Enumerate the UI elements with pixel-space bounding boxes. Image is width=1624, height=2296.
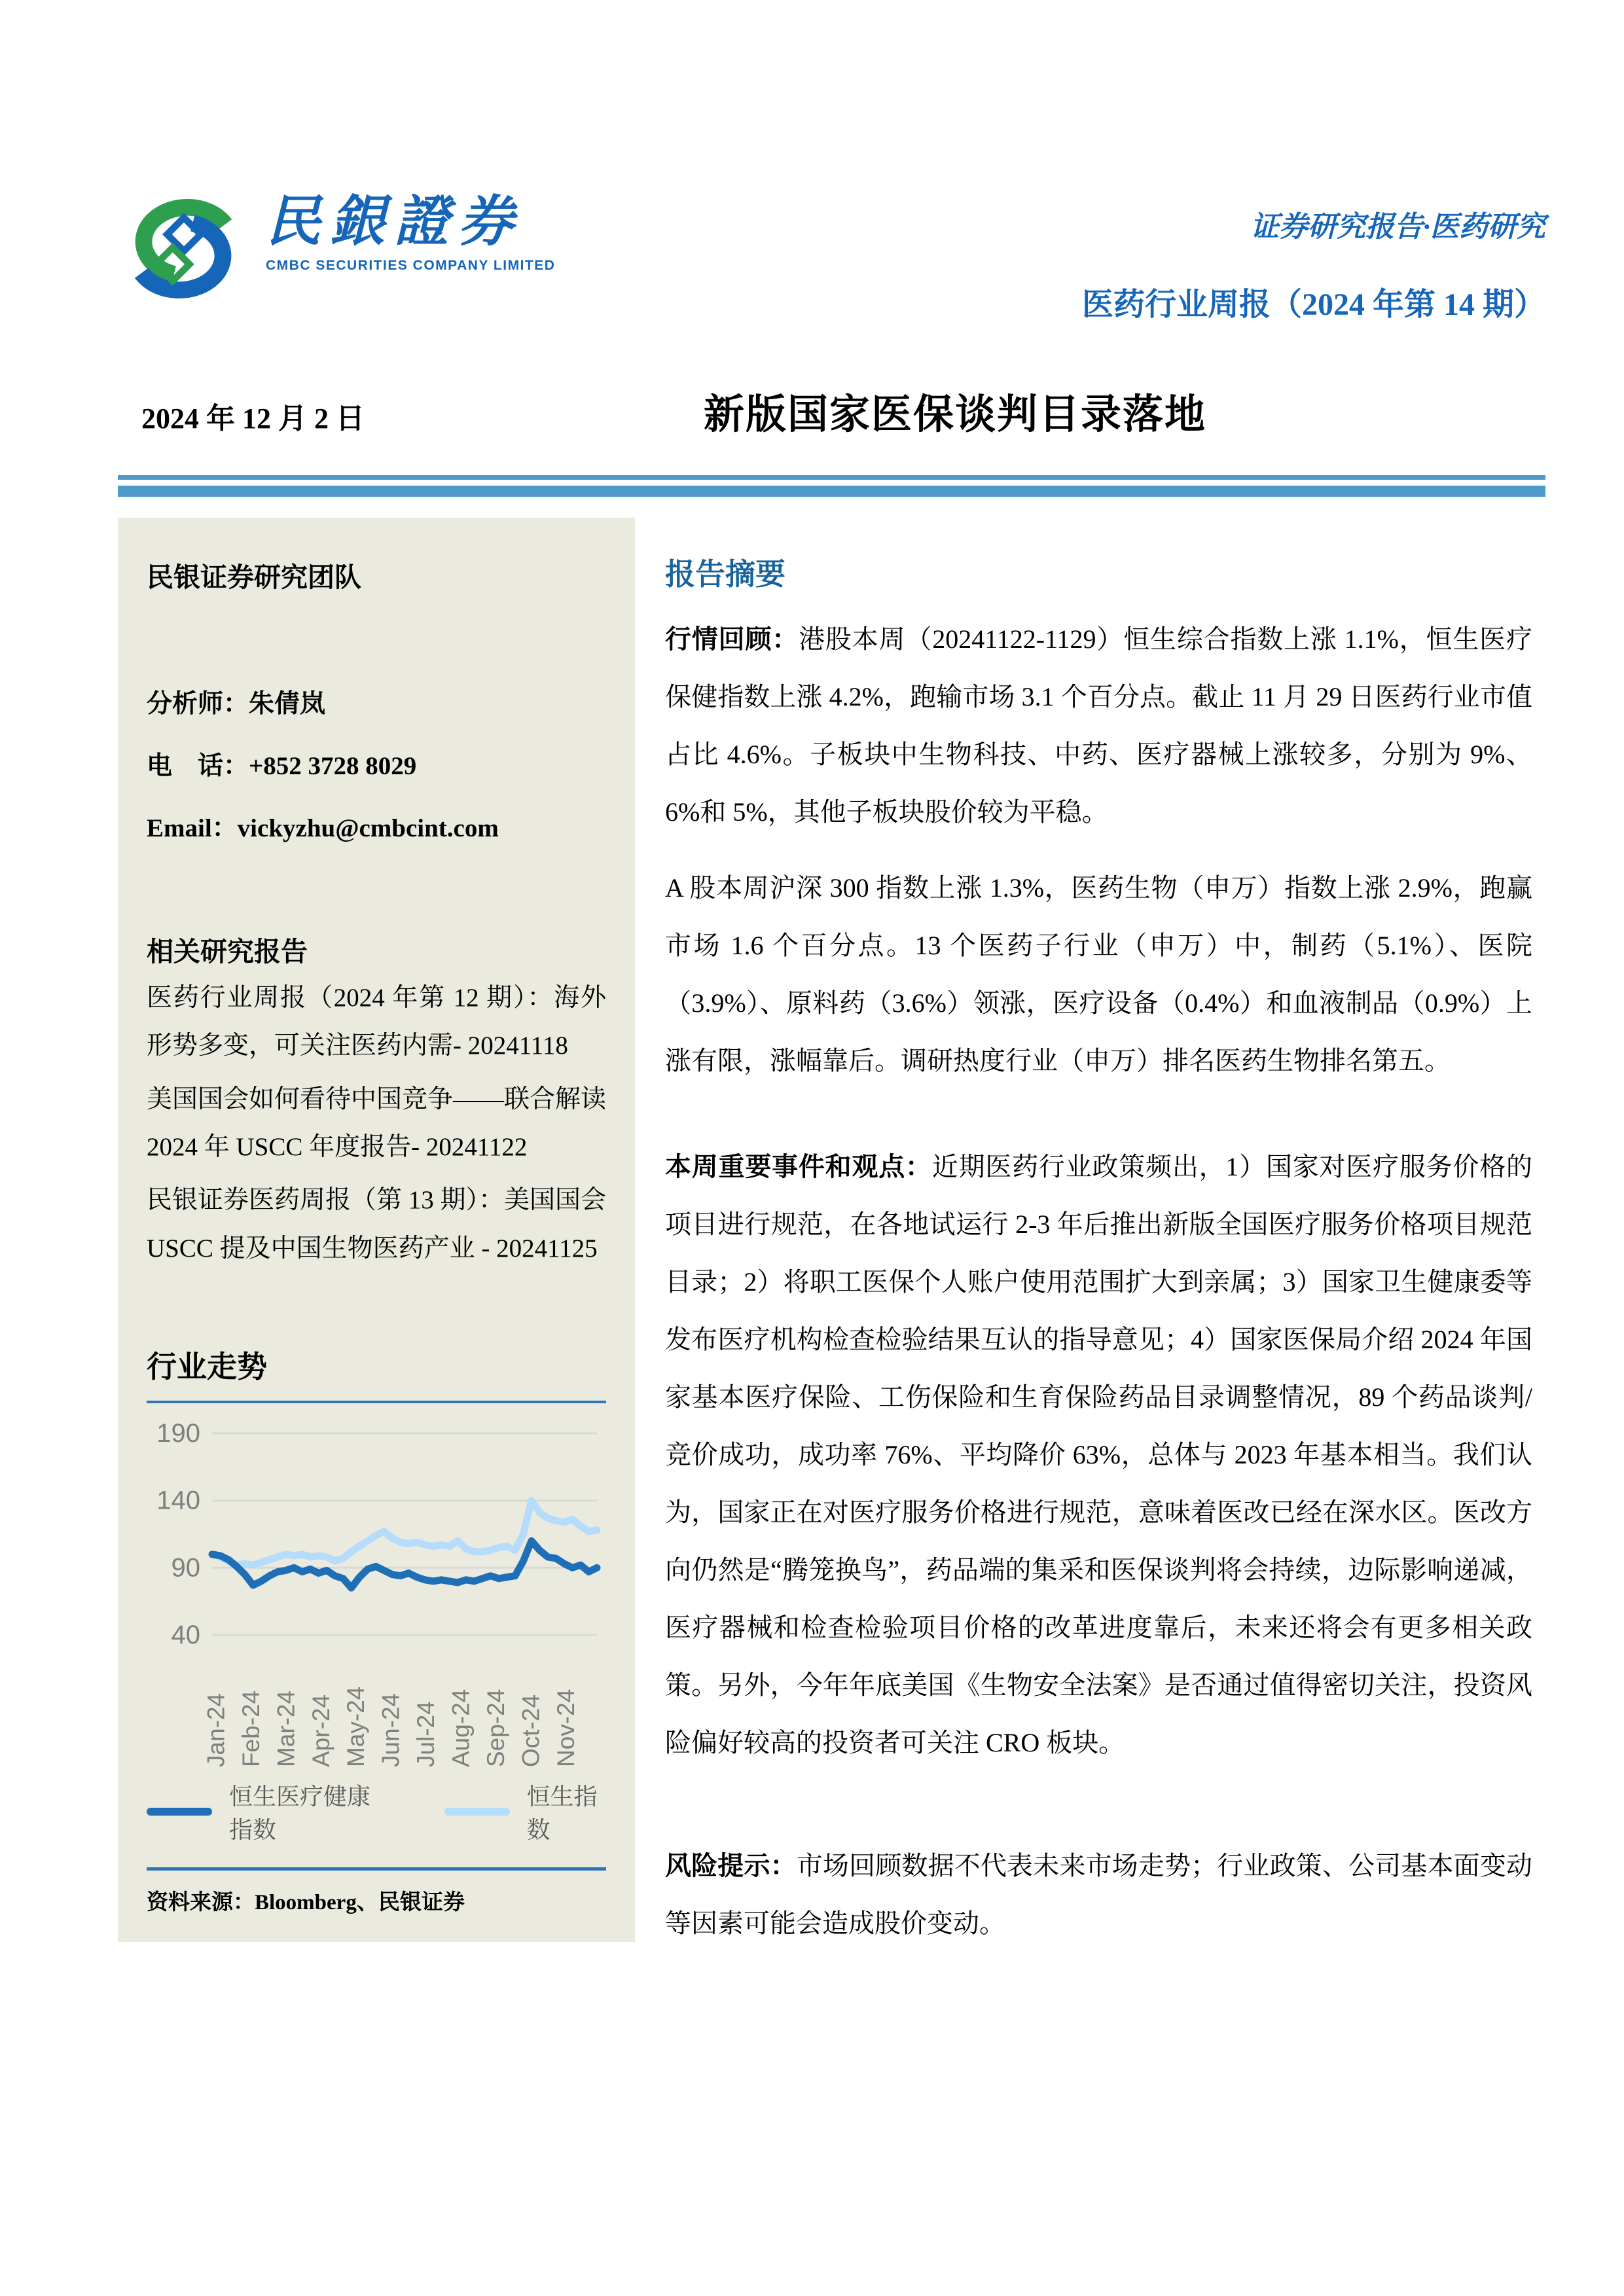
logo-s-mark-icon bbox=[118, 194, 249, 307]
title-row bbox=[118, 382, 1545, 440]
a-share-review-paragraph bbox=[665, 859, 1532, 1090]
market-review-label: 行情回顾： bbox=[665, 624, 799, 654]
svg-text:40: 40 bbox=[171, 1620, 200, 1649]
company-logo bbox=[118, 194, 555, 307]
svg-text:Oct-24: Oct-24 bbox=[517, 1694, 545, 1767]
related-report-item: 医药行业周报（2024 年第 12 期）：海外形势多变，可关注医药内需- 20241118 bbox=[147, 984, 606, 1060]
svg-text:190: 190 bbox=[156, 1420, 200, 1448]
legend-label-healthcare-index: 恒生医疗健康指数 bbox=[229, 1783, 371, 1843]
header-issue: 医药行业周报（2024 年第 14 期） bbox=[1081, 287, 1545, 322]
svg-text:Jul-24: Jul-24 bbox=[412, 1701, 440, 1767]
svg-text:Jan-24: Jan-24 bbox=[202, 1693, 230, 1767]
analyst-contact-block bbox=[147, 691, 606, 841]
legend-marker-healthcare-index bbox=[147, 1808, 212, 1816]
svg-text:May-24: May-24 bbox=[342, 1686, 370, 1767]
analyst-name: 分析师：朱倩岚 bbox=[147, 690, 326, 718]
industry-trend-heading: 行业走势 bbox=[147, 1343, 606, 1403]
legend-marker-hangseng-index bbox=[444, 1808, 510, 1816]
logo-name-en: CMBC SECURITIES COMPANY LIMITED bbox=[266, 258, 556, 274]
svg-text:Apr-24: Apr-24 bbox=[307, 1694, 334, 1767]
weekly-events-paragraph bbox=[665, 1138, 1532, 1772]
header-meta bbox=[1082, 194, 1545, 324]
report-title: 新版国家医保谈判目录落地 bbox=[703, 393, 1206, 437]
market-review-paragraph bbox=[665, 611, 1532, 841]
analyst-phone: 电 话：+852 3728 8029 bbox=[147, 752, 417, 780]
svg-text:Aug-24: Aug-24 bbox=[447, 1689, 475, 1767]
legend-label-hangseng-index: 恒生指数 bbox=[526, 1783, 598, 1843]
report-date: 2024 年 12 月 2 日 bbox=[141, 403, 365, 435]
svg-text:Sep-24: Sep-24 bbox=[482, 1689, 510, 1767]
svg-text:Mar-24: Mar-24 bbox=[272, 1690, 300, 1767]
svg-text:Feb-24: Feb-24 bbox=[237, 1690, 264, 1767]
weekly-events-text: 近期医药行业政策频出，1）国家对医疗服务价格的项目进行规范，在各地试运行 2-3 年后推出新版全国医疗服务价格项目规范目录；2）将职工医保个人账户使用范围扩大到亲属；3）国家卫生健康委等发布医疗机构检查检验结果互认的指导意见；4）国家医保局介绍 2024 年国家基本医疗保险、工伤保险和生育保险药品目录调整情况，89 个药品谈判/竞价成功，成功率 76%、平均降价 63%，总体与 2023 年基本相当。我们认为，国家正在对医疗服务价格进行规范，意味着医改已经在深水区。医改方向仍然是“腾笼换鸟”，药品端的集采和医保谈判将会持续，边际影响递减，医疗器械和检查检验项目价格的改革进度靠后，未来还将会有更多相关政策。另外，今年年底美国《生物安全法案》是否通过值得密切关注，投资风险偏好较高的投资者可关注 CRO 板块。 bbox=[665, 1152, 1532, 1757]
source-divider bbox=[147, 1867, 606, 1871]
report-summary bbox=[635, 518, 1545, 1952]
weekly-events-label: 本周重要事件和观点： bbox=[665, 1152, 932, 1181]
svg-text:Nov-24: Nov-24 bbox=[552, 1689, 579, 1767]
source-note: 资料来源：Bloomberg、民银证券 bbox=[147, 1890, 465, 1914]
risk-warning-paragraph bbox=[665, 1837, 1532, 1952]
market-review-text: 港股本周（20241122-1129）恒生综合指数上涨 1.1%，恒生医疗保健指数上涨 4.2%，跑输市场 3.1 个百分点。截止 11 月 29 日医药行业市值占比 4.6%。子板块中生物科技、中药、医疗器械上涨较多，分别为 9%、6%和 5%，其他子板块股价较为平稳。 bbox=[665, 624, 1533, 827]
summary-heading: 报告摘要 bbox=[665, 558, 785, 591]
sidebar bbox=[118, 518, 635, 1942]
related-reports-heading: 相关研究报告 bbox=[147, 937, 308, 967]
industry-trend-chart bbox=[147, 1420, 606, 1774]
svg-text:90: 90 bbox=[171, 1553, 200, 1583]
risk-warning-text: 市场回顾数据不代表未来市场走势；行业政策、公司基本面变动等因素可能会造成股价变动。 bbox=[665, 1851, 1532, 1938]
logo-text bbox=[266, 194, 555, 274]
analyst-email: Email：vickyzhu@cmbcint.com bbox=[147, 814, 499, 842]
logo-name-cn: 民銀證券 bbox=[266, 192, 523, 253]
risk-warning-label: 风险提示： bbox=[665, 1851, 797, 1880]
a-share-review-text: A 股本周沪深 300 指数上涨 1.3%，医药生物（申万）指数上涨 2.9%，跑赢市场 1.6 个百分点。13 个医药子行业（申万）中，制药（5.1%）、医院（3.9%）、原料药（3.6%）领涨，医疗设备（0.4%）和血液制品（0.9%）上涨有限，涨幅靠后。调研热度行业（申万）排名医药生物排名第五。 bbox=[665, 873, 1532, 1075]
title-divider bbox=[118, 475, 1545, 497]
header-report-type: 证券研究报告·医药研究 bbox=[1250, 211, 1545, 243]
svg-text:140: 140 bbox=[156, 1486, 200, 1515]
related-report-item: 民银证券医药周报（第 13 期）：美国国会 USCC 提及中国生物医药产业 - 20241125 bbox=[147, 1186, 607, 1263]
trend-chart-svg bbox=[147, 1420, 606, 1771]
svg-text:Jun-24: Jun-24 bbox=[377, 1693, 405, 1767]
related-report-item: 美国国会如何看待中国竞争——联合解读 2024 年 USCC 年度报告- 20241122 bbox=[147, 1085, 607, 1161]
page-header bbox=[118, 194, 1545, 324]
chart-legend bbox=[147, 1778, 606, 1845]
research-team-name: 民银证券研究团队 bbox=[147, 562, 361, 592]
divider-thick-line bbox=[118, 486, 1545, 497]
divider-thin-line bbox=[118, 475, 1545, 480]
